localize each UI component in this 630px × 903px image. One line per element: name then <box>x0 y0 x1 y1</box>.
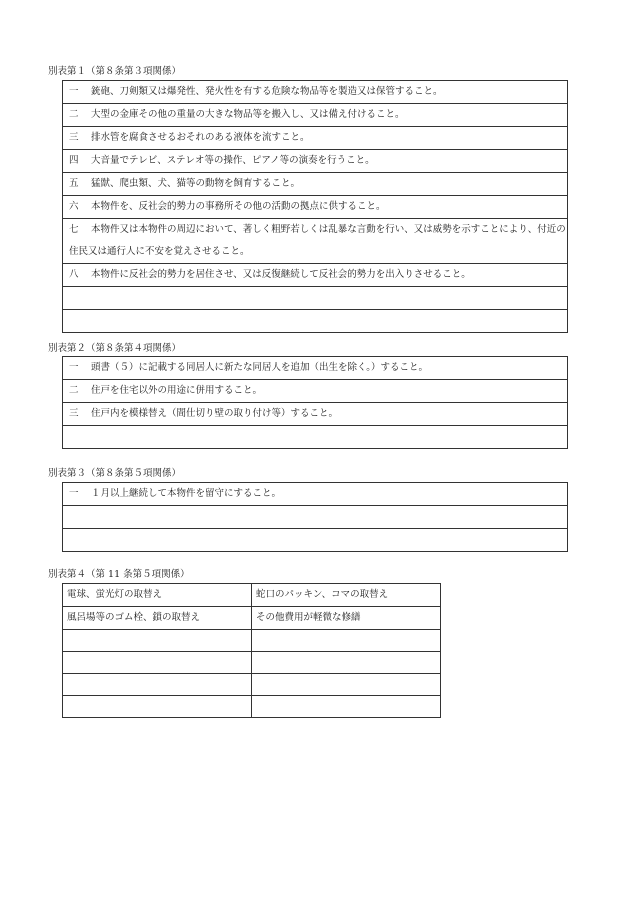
item-number: 一 <box>69 488 79 499</box>
table-cell <box>63 150 568 173</box>
table-row <box>63 219 568 264</box>
table-row <box>63 506 568 529</box>
table-row <box>63 173 568 196</box>
table-row <box>63 150 568 173</box>
table-row <box>63 310 568 333</box>
table-cell <box>63 529 568 552</box>
table-cell: 電球、蛍光灯の取替え <box>63 584 252 607</box>
item-number: 五 <box>69 178 79 189</box>
table-row <box>63 696 441 718</box>
item-number: 六 <box>69 201 79 212</box>
table-row <box>63 630 441 652</box>
item-number: 一 <box>69 362 79 373</box>
table-row <box>63 652 441 674</box>
table-row <box>63 483 568 506</box>
item-text: 住戸を住宅以外の用途に併用すること。 <box>91 385 263 396</box>
table-cell <box>252 696 441 718</box>
table-cell <box>63 403 568 426</box>
table-cell <box>63 426 568 449</box>
table-cell <box>63 196 568 219</box>
section-1-table <box>62 80 568 333</box>
table-row <box>63 264 568 287</box>
item-text: 排水管を腐食させるおそれのある液体を流すこと。 <box>91 132 310 143</box>
table-cell: 風呂場等のゴム栓、鎖の取替え <box>63 607 252 630</box>
table-cell <box>63 127 568 150</box>
table-cell <box>63 173 568 196</box>
item-number: 一 <box>69 86 79 97</box>
section-1-title: 別表第１（第８条第３項関係） <box>48 66 182 77</box>
table-row <box>63 529 568 552</box>
table-cell <box>252 630 441 652</box>
table-cell <box>63 652 252 674</box>
table-row <box>63 81 568 104</box>
item-text: 銃砲、刀剣類又は爆発性、発火性を有する危険な物品等を製造又は保管すること。 <box>91 86 443 97</box>
table-row <box>63 357 568 380</box>
table-cell <box>63 674 252 696</box>
section-3-title: 別表第３（第８条第５項関係） <box>48 468 182 479</box>
table-cell <box>63 219 568 264</box>
section-2-table <box>62 356 568 449</box>
table-row <box>63 403 568 426</box>
section-3-table <box>62 482 568 552</box>
section-4-table <box>62 583 441 718</box>
item-number: 四 <box>69 155 79 166</box>
item-number: 三 <box>69 408 79 419</box>
table-row <box>63 380 568 403</box>
item-number: 七 <box>69 224 79 235</box>
table-cell: 蛇口のパッキン、コマの取替え <box>252 584 441 607</box>
section-4-title: 別表第４（第 11 条第５項関係） <box>48 569 190 580</box>
section-2-title: 別表第２（第８条第４項関係） <box>48 343 182 354</box>
item-text: 本物件又は本物件の周辺において、著しく粗野若しくは乱暴な言動を行い、又は威勢を示すことにより、付近の住民又は通行人に不安を覚えさせること。 <box>69 224 566 257</box>
item-text: １月以上継続して本物件を留守にすること。 <box>91 488 282 499</box>
item-text: 大音量でテレビ、ステレオ等の操作、ピアノ等の演奏を行うこと。 <box>91 155 375 166</box>
table-row <box>63 287 568 310</box>
table-cell <box>63 264 568 287</box>
table-cell <box>63 630 252 652</box>
table-row <box>63 607 441 630</box>
table-cell <box>63 81 568 104</box>
table-row <box>63 196 568 219</box>
item-number: 八 <box>69 269 79 280</box>
table-cell <box>63 310 568 333</box>
table-cell: その他費用が軽微な修繕 <box>252 607 441 630</box>
table-cell <box>252 674 441 696</box>
item-text: 頭書（５）に記載する同居人に新たな同居人を追加（出生を除く。）すること。 <box>91 362 429 373</box>
table-cell <box>63 357 568 380</box>
table-cell <box>63 483 568 506</box>
table-cell <box>63 104 568 127</box>
table-cell <box>252 652 441 674</box>
table-row <box>63 104 568 127</box>
table-cell <box>63 287 568 310</box>
item-number: 二 <box>69 385 79 396</box>
table-cell <box>63 696 252 718</box>
item-number: 三 <box>69 132 79 143</box>
table-cell <box>63 380 568 403</box>
table-row <box>63 127 568 150</box>
table-row <box>63 426 568 449</box>
table-cell <box>63 506 568 529</box>
table-row <box>63 674 441 696</box>
table-row <box>63 584 441 607</box>
item-text: 猛獣、爬虫類、犬、猫等の動物を飼育すること。 <box>91 178 301 189</box>
item-text: 本物件に反社会的勢力を居住させ、又は反復継続して反社会的勢力を出入りさせること。 <box>91 269 471 280</box>
item-text: 大型の金庫その他の重量の大きな物品等を搬入し、又は備え付けること。 <box>91 109 405 120</box>
item-text: 本物件を、反社会的勢力の事務所その他の活動の拠点に供すること。 <box>91 201 386 212</box>
item-number: 二 <box>69 109 79 120</box>
item-text: 住戸内を模様替え（間仕切り壁の取り付け等）すること。 <box>91 408 339 419</box>
